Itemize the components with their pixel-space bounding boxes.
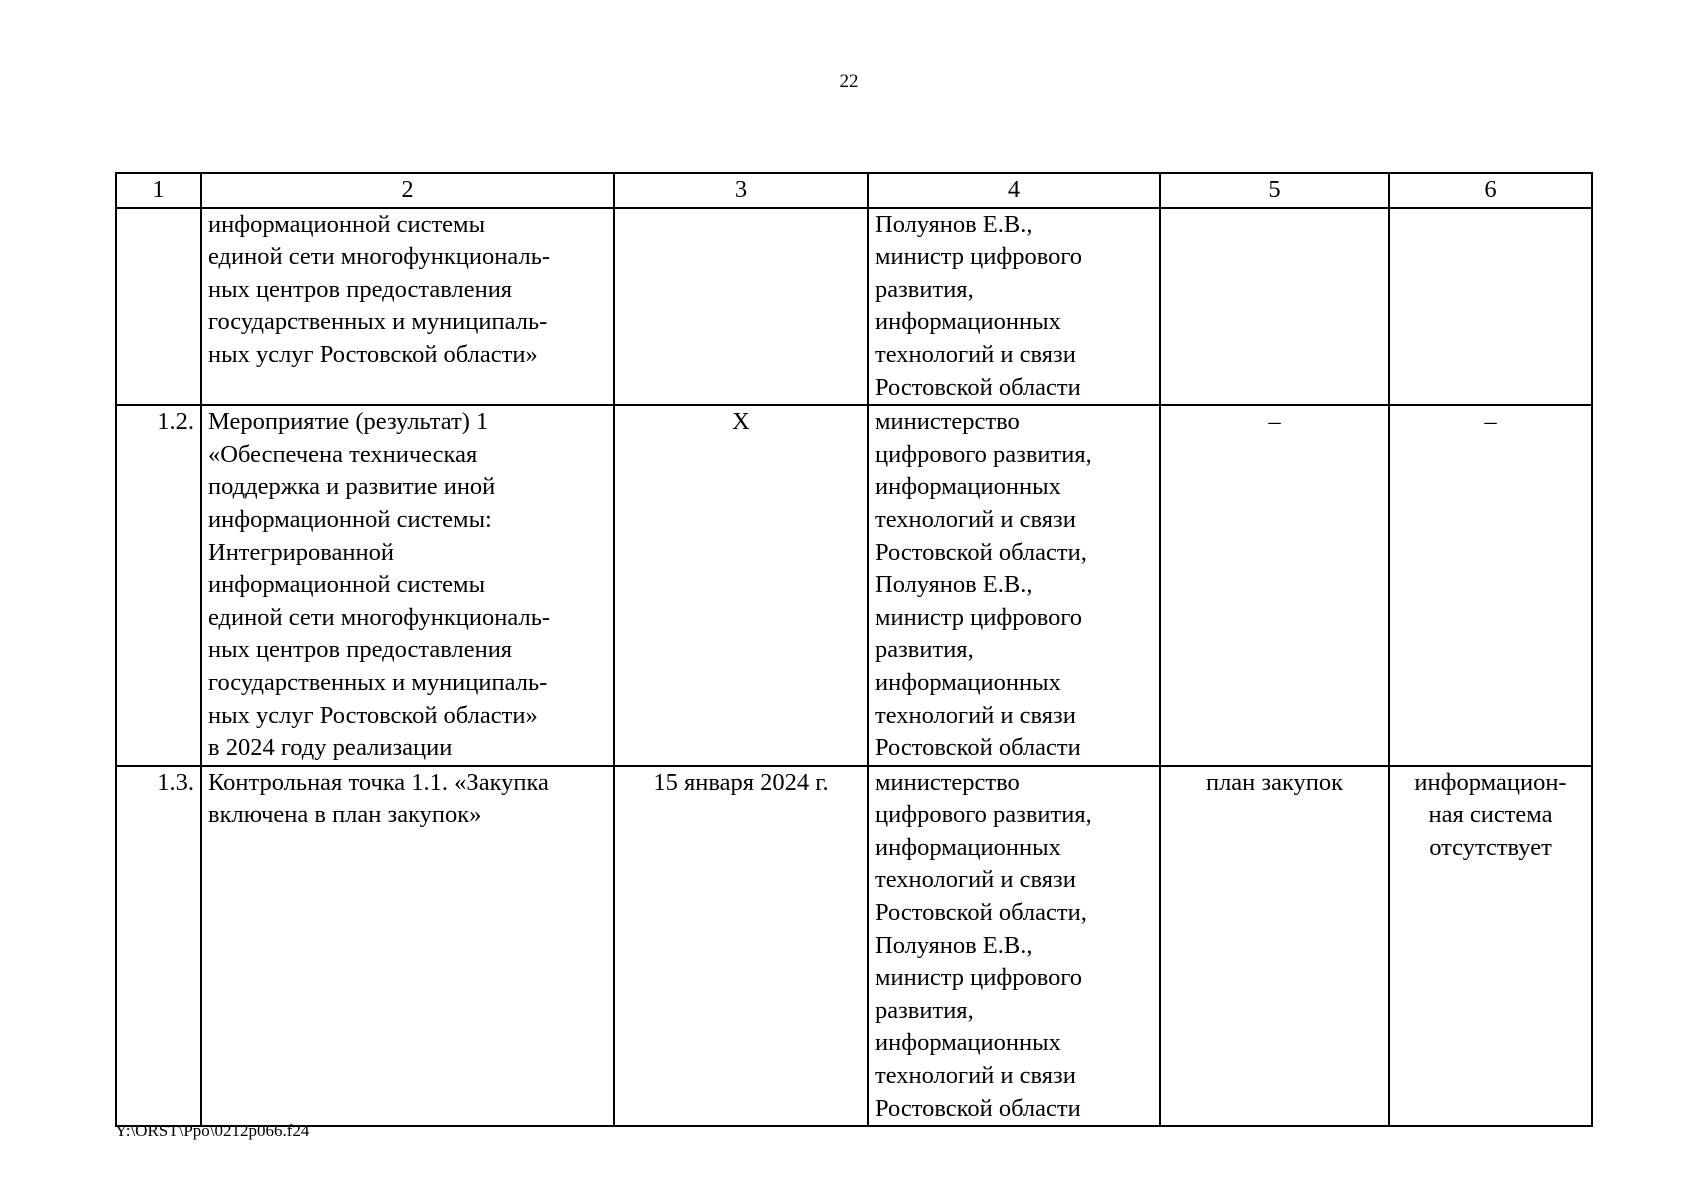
- cell-text-line: ных услуг Ростовской области»: [208, 701, 538, 729]
- cell-text-line: развития,: [875, 996, 974, 1024]
- column-header: 5: [1160, 173, 1389, 208]
- event-name-cell: [201, 405, 614, 766]
- document-type-cell: [1160, 208, 1389, 406]
- cell-text-line: информационных: [875, 473, 1061, 501]
- cell-text-line: министр цифрового: [875, 964, 1083, 992]
- cell-text-line: отсутствует: [1429, 833, 1552, 861]
- cell-text-line: министерство: [875, 408, 1020, 436]
- cell-text-line: Ростовской области,: [875, 899, 1087, 927]
- information-system-cell: [1389, 208, 1592, 406]
- cell-text: Х: [732, 408, 750, 436]
- cell-text-line: Полуянов Е.В.,: [875, 210, 1033, 238]
- cell-text-line: единой сети многофункциональ-: [208, 243, 551, 271]
- cell-text-line: информационных: [875, 668, 1061, 696]
- deadline-cell: [614, 766, 868, 1127]
- cell-text-line: цифрового развития,: [875, 440, 1092, 468]
- cell-text-line: поддержка и развитие иной: [208, 473, 496, 501]
- cell-text-line: Полуянов Е.В.,: [875, 571, 1033, 599]
- cell-text-line: ная система: [1428, 801, 1553, 829]
- cell-text-line: план закупок: [1205, 768, 1344, 796]
- table-row: [116, 766, 1592, 1127]
- page-number: 22: [839, 71, 859, 92]
- responsible-cell: [868, 405, 1160, 766]
- cell-text-line: технологий и связи: [875, 340, 1076, 368]
- cell-text-line: в 2024 году реализации: [208, 734, 453, 762]
- cell-text-line: технологий и связи: [875, 866, 1076, 894]
- cell-text-line: Мероприятие (результат) 1: [208, 408, 489, 436]
- cell-text-line: министр цифрового: [875, 243, 1083, 271]
- cell-text-line: информационной системы: [208, 571, 486, 599]
- cell-text: 1.3.: [157, 768, 194, 796]
- cell-text-line: технологий и связи: [875, 701, 1076, 729]
- cell-text-line: «Обеспечена техническая: [208, 440, 478, 468]
- cell-text-line: включена в план закупок»: [208, 801, 482, 829]
- row-number-cell: [116, 766, 201, 1127]
- cell-text-line: ных центров предоставления: [208, 636, 513, 664]
- cell-text: 15 января 2024 г.: [653, 768, 829, 796]
- event-name-cell: [201, 208, 614, 406]
- document-type-cell: [1160, 405, 1389, 766]
- file-path-footer: Y:\ORST\Ppo\0212p066.f24: [115, 1121, 310, 1140]
- column-header: 3: [614, 173, 868, 208]
- cell-text-line: Ростовской области: [875, 734, 1081, 762]
- column-header: 1: [116, 173, 201, 208]
- column-header: 2: [201, 173, 614, 208]
- cell-text-line: –: [1268, 408, 1281, 436]
- cell-text-line: –: [1484, 408, 1497, 436]
- cell-text-line: Полуянов Е.В.,: [875, 931, 1033, 959]
- document-table: [115, 172, 1593, 1127]
- cell-text-line: министерство: [875, 768, 1020, 796]
- deadline-cell: [614, 405, 868, 766]
- cell-text-line: цифрового развития,: [875, 801, 1092, 829]
- table-header-row: [116, 173, 1592, 208]
- deadline-cell: [614, 208, 868, 406]
- cell-text-line: технологий и связи: [875, 1062, 1076, 1090]
- column-header: 4: [868, 173, 1160, 208]
- responsible-cell: [868, 208, 1160, 406]
- cell-text-line: Контрольная точка 1.1. «Закупка: [208, 768, 549, 796]
- cell-text-line: ных услуг Ростовской области»: [208, 340, 538, 368]
- cell-text-line: информационной системы:: [208, 505, 492, 533]
- responsible-cell: [868, 766, 1160, 1127]
- cell-text-line: информационных: [875, 833, 1061, 861]
- cell-text-line: Ростовской области: [875, 1094, 1081, 1122]
- cell-text-line: развития,: [875, 636, 974, 664]
- row-number-cell: [116, 405, 201, 766]
- row-number-cell: [116, 208, 201, 406]
- information-system-cell: [1389, 405, 1592, 766]
- cell-text-line: государственных и муниципаль-: [208, 308, 548, 336]
- cell-text-line: информационных: [875, 1029, 1061, 1057]
- cell-text-line: ных центров предоставления: [208, 275, 513, 303]
- cell-text-line: министр цифрового: [875, 603, 1083, 631]
- cell-text: 1.2.: [157, 408, 194, 436]
- document-type-cell: [1160, 766, 1389, 1127]
- table-row: [116, 405, 1592, 766]
- information-system-cell: [1389, 766, 1592, 1127]
- cell-text-line: информационной системы: [208, 210, 486, 238]
- cell-text-line: Интегрированной: [208, 538, 394, 566]
- event-name-cell: [201, 766, 614, 1127]
- cell-text-line: развития,: [875, 275, 974, 303]
- cell-text-line: государственных и муниципаль-: [208, 668, 548, 696]
- column-header: 6: [1389, 173, 1592, 208]
- table-row: [116, 208, 1592, 406]
- cell-text-line: информационных: [875, 308, 1061, 336]
- cell-text-line: информацион-: [1414, 768, 1567, 796]
- cell-text-line: технологий и связи: [875, 505, 1076, 533]
- cell-text-line: Ростовской области,: [875, 538, 1087, 566]
- cell-text-line: Ростовской области: [875, 373, 1081, 401]
- cell-text-line: единой сети многофункциональ-: [208, 603, 551, 631]
